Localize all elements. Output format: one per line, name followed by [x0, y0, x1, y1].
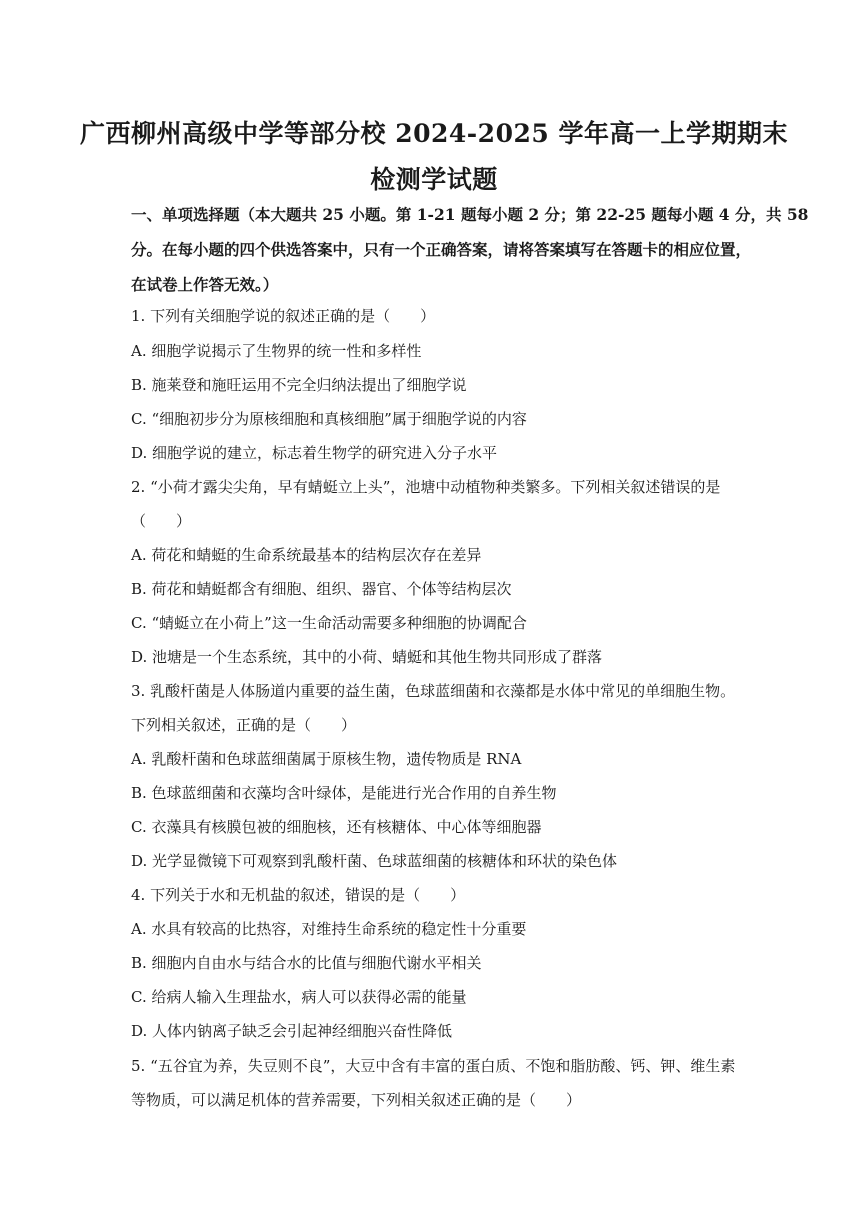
question-1-stem: 1. 下列有关细胞学说的叙述正确的是（ ） — [131, 307, 436, 325]
question-5-stem: 5. “五谷宜为养，失豆则不良”，大豆中含有丰富的蛋白质、不饱和脂肪酸、钙、钾、维生素 — [131, 1057, 736, 1075]
section-instructions-line: 在试卷上作答无效。） — [131, 275, 279, 294]
question-3-option-c: C. 衣藻具有核膜包被的细胞核，还有核糖体、中心体等细胞器 — [131, 818, 542, 836]
question-3-option-d: D. 光学显微镜下可观察到乳酸杆菌、色球蓝细菌的核糖体和环状的染色体 — [131, 852, 618, 870]
question-2-stem: 2. “小荷才露尖尖角，早有蜻蜓立上头”，池塘中动植物种类繁多。下列相关叙述错误的是 — [131, 478, 721, 496]
question-4-option-c: C. 给病人输入生理盐水，病人可以获得必需的能量 — [131, 988, 467, 1006]
question-3-stem-cont: 下列相关叙述，正确的是（ ） — [131, 716, 357, 734]
question-2-option-d: D. 池塘是一个生态系统，其中的小荷、蜻蜓和其他生物共同形成了群落 — [131, 648, 603, 666]
question-2-option-a: A. 荷花和蜻蜓的生命系统最基本的结构层次存在差异 — [131, 546, 482, 564]
document-title-line-1: 广西柳州高级中学等部分校 2024-2025 学年高一上学期期末 — [80, 119, 788, 148]
question-4-option-a: A. 水具有较高的比热容，对维持生命系统的稳定性十分重要 — [131, 920, 527, 938]
question-1-option-c: C. “细胞初步分为原核细胞和真核细胞”属于细胞学说的内容 — [131, 410, 527, 428]
section-instructions — [131, 197, 809, 302]
section-instructions-line: 一、单项选择题（本大题共 25 小题。第 1-21 题每小题 2 分；第 22-25 题每小题 4 分，共 58 — [131, 205, 809, 224]
question-4-option-b: B. 细胞内自由水与结合水的比值与细胞代谢水平相关 — [131, 954, 482, 972]
question-1-option-d: D. 细胞学说的建立，标志着生物学的研究进入分子水平 — [131, 444, 498, 462]
question-3-option-b: B. 色球蓝细菌和衣藻均含叶绿体，是能进行光合作用的自养生物 — [131, 784, 557, 802]
question-2-option-c: C. “蜻蜓立在小荷上”这一生命活动需要多种细胞的协调配合 — [131, 614, 527, 632]
question-1-option-b: B. 施莱登和施旺运用不完全归纳法提出了细胞学说 — [131, 376, 467, 394]
question-3-option-a: A. 乳酸杆菌和色球蓝细菌属于原核生物，遗传物质是 RNA — [131, 750, 522, 768]
question-5-stem-cont: 等物质，可以满足机体的营养需要，下列相关叙述正确的是（ ） — [131, 1091, 582, 1109]
question-3-stem: 3. 乳酸杆菌是人体肠道内重要的益生菌，色球蓝细菌和衣藻都是水体中常见的单细胞生物。 — [131, 682, 736, 700]
section-instructions-line: 分。在每小题的四个供选答案中，只有一个正确答案，请将答案填写在答题卡的相应位置， — [131, 240, 752, 259]
document-title-line-2: 检测学试题 — [370, 165, 498, 194]
question-1-option-a: A. 细胞学说揭示了生物界的统一性和多样性 — [131, 342, 422, 360]
question-2-option-b: B. 荷花和蜻蜓都含有细胞、组织、器官、个体等结构层次 — [131, 580, 512, 598]
question-4-stem: 4. 下列关于水和无机盐的叙述，错误的是（ ） — [131, 886, 466, 904]
question-4-option-d: D. 人体内钠离子缺乏会引起神经细胞兴奋性降低 — [131, 1022, 453, 1040]
question-2-stem-cont: （ ） — [131, 512, 192, 530]
